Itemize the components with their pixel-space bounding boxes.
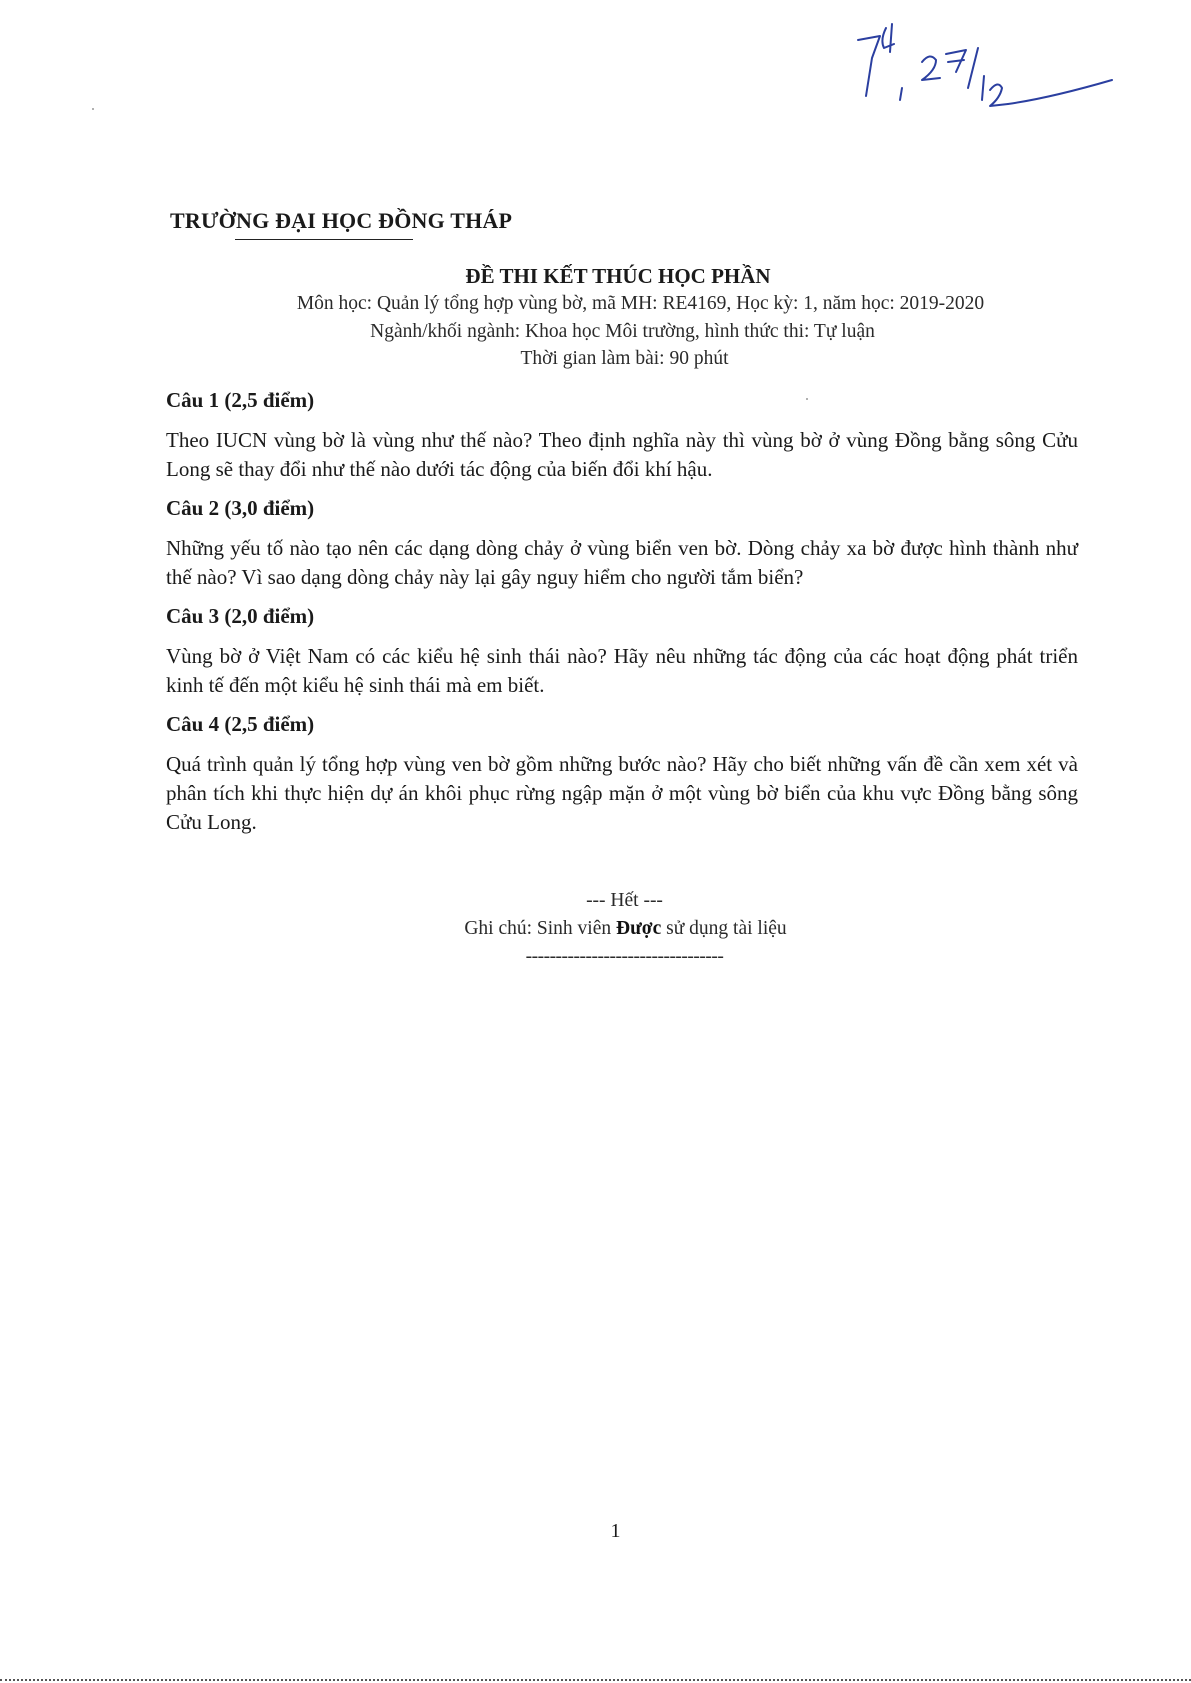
page-number: 1	[610, 1520, 621, 1542]
note-emphasis: Được	[616, 918, 662, 939]
question-body: Theo IUCN vùng bờ là vùng như thế nào? Theo định nghĩa này thì vùng bờ ở vùng Đồng bằng sông Cửu Long sẽ thay đổi như thế nào dưới tác động của biến đổi khí hậu.	[166, 428, 1078, 481]
handwritten-annotation	[850, 18, 1130, 118]
question-body: Quá trình quản lý tổng hợp vùng ven bờ gồm những bước nào? Hãy cho biết những vấn đề cần xem xét và phân tích khi thực hiện dự án khôi phục rừng ngập mặn ở một vùng bờ biển của khu vực Đồng bằng sông Cửu Long.	[166, 752, 1078, 834]
question-body: Những yếu tố nào tạo nên các dạng dòng chảy ở vùng biển ven bờ. Dòng chảy xa bờ được hình thành như thế nào? Vì sao dạng dòng chảy này lại gây nguy hiểm cho người tắm biển?	[166, 536, 1078, 589]
note-suffix: sử dụng tài liệu	[661, 918, 787, 939]
major-line: Ngành/khối ngành: Khoa học Môi trường, hình thức thi: Tự luận	[370, 321, 875, 342]
question-heading: Câu 4 (2,5 điểm)	[166, 712, 315, 736]
question-2	[166, 494, 1078, 592]
question-3	[166, 602, 1078, 700]
school-underline	[235, 239, 413, 240]
exam-title: ĐỀ THI KẾT THÚC HỌC PHẦN	[465, 264, 771, 288]
end-mark: --- Hết ---	[586, 890, 663, 911]
scan-speck	[92, 108, 94, 110]
course-line: Môn học: Quản lý tổng hợp vùng bờ, mã MH: RE4169, Học kỳ: 1, năm học: 2019-2020	[296, 293, 985, 314]
school-name: TRƯỜNG ĐẠI HỌC ĐỒNG THÁP	[170, 208, 513, 233]
questions-section	[166, 386, 1078, 847]
dash-divider: ---------------------------------	[525, 946, 724, 967]
question-1	[166, 386, 1078, 484]
scan-bottom-edge	[0, 1679, 1191, 1681]
exam-note	[0, 918, 1191, 940]
question-heading: Câu 1 (2,5 điểm)	[166, 388, 315, 412]
question-heading: Câu 3 (2,0 điểm)	[166, 604, 315, 628]
note-prefix: Ghi chú: Sinh viên	[464, 918, 617, 939]
scan-speck	[806, 398, 808, 400]
question-heading: Câu 2 (3,0 điểm)	[166, 496, 315, 520]
question-body: Vùng bờ ở Việt Nam có các kiểu hệ sinh thái nào? Hãy nêu những tác động của các hoạt động phát triển kinh tế đến một kiểu hệ sinh thái mà em biết.	[166, 644, 1078, 697]
question-4	[166, 710, 1078, 837]
time-line: Thời gian làm bài: 90 phút	[520, 348, 729, 369]
